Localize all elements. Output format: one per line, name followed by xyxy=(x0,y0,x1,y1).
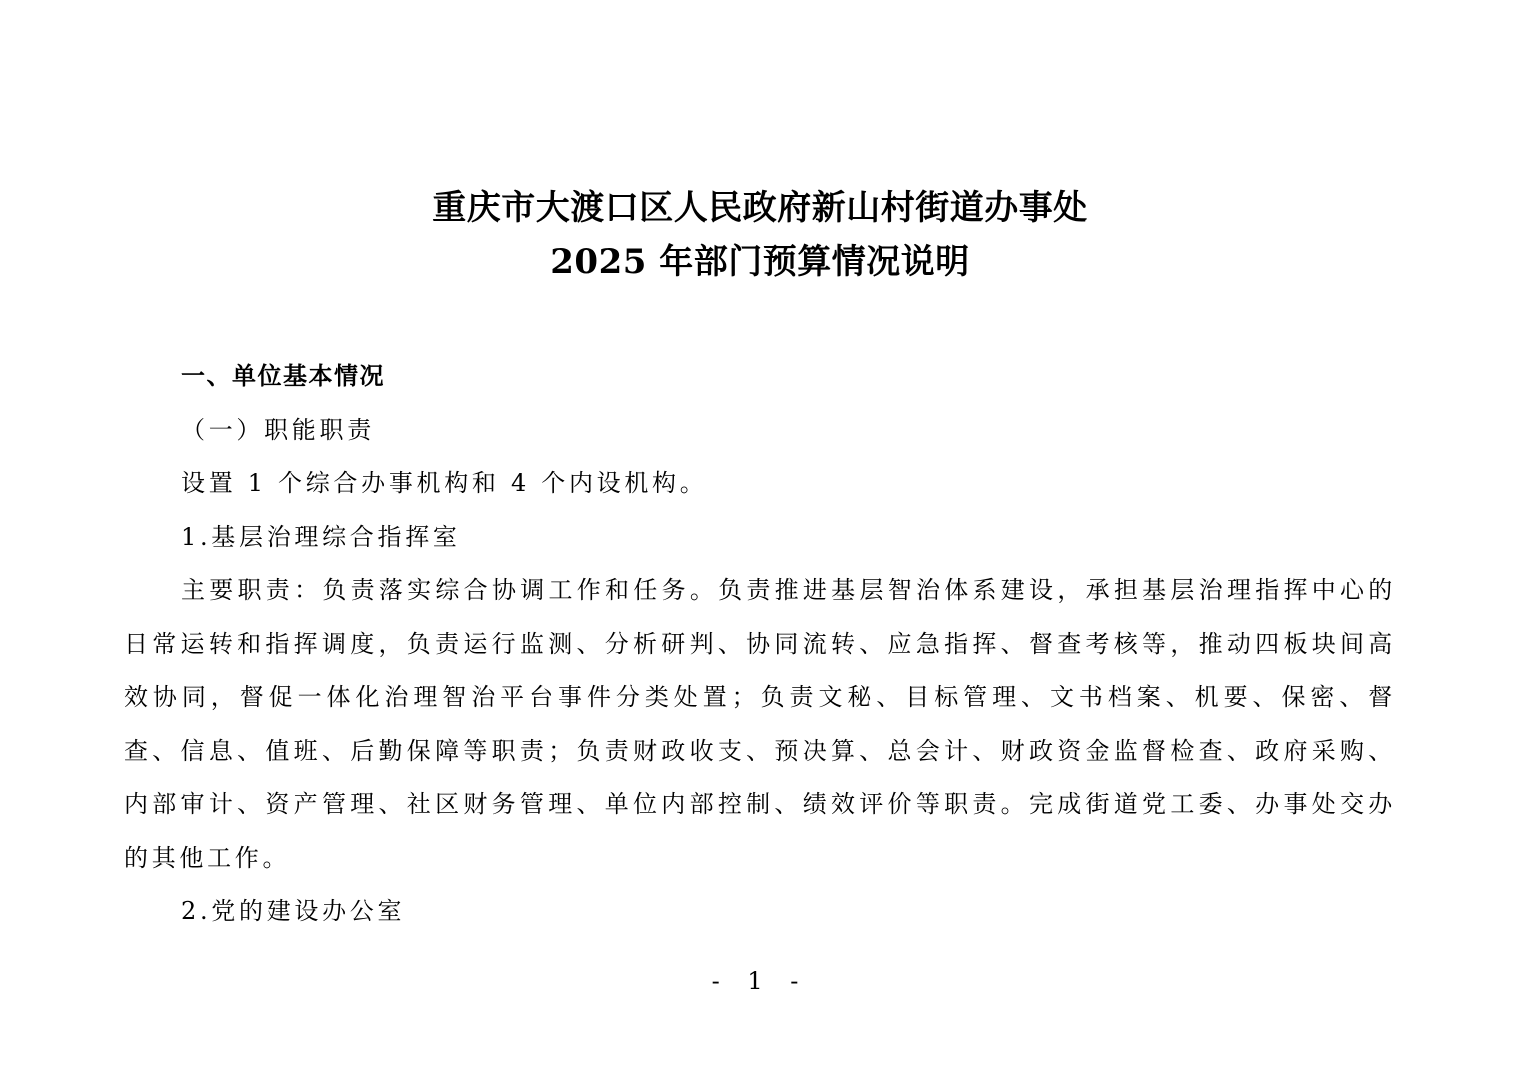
document-title-line-1: 重庆市大渡口区人民政府新山村街道办事处 xyxy=(432,188,1088,228)
intro-paragraph: 设置 1 个综合办事机构和 4 个内设机构。 xyxy=(181,469,708,497)
item-heading-command-room: 1.基层治理综合指挥室 xyxy=(181,522,461,551)
item-body-command-room: 主要职责：负责落实综合协调工作和任务。负责推进基层智治体系建设，承担基层治理指挥中心的日常运转和指挥调度，负责运行监测、分析研判、协同流转、应急指挥、督查考核等，推动四板块间高效协同，督促一体化治理智治平台事件分类处置；负责文秘、目标管理、文书档案、机要、保密、督查、信息、值班、后勤保障等职责；负责财政收支、预决算、总会计、财政资金监督检查、政府采购、内部审计、资产管理、社区财务管理、单位内部控制、绩效评价等职责。完成街道党工委、办事处交办的其他工作。 xyxy=(124,576,1396,872)
document-title-line-2: 2025 年部门预算情况说明 xyxy=(550,242,970,282)
item-heading-party-office: 2.党的建设办公室 xyxy=(181,897,406,925)
document-body xyxy=(124,350,1396,939)
subsection-heading-functions: （一）职能职责 xyxy=(181,415,375,444)
section-heading-basic-info: 一、单位基本情况 xyxy=(181,362,385,390)
page-number: - 1 - xyxy=(711,967,809,995)
